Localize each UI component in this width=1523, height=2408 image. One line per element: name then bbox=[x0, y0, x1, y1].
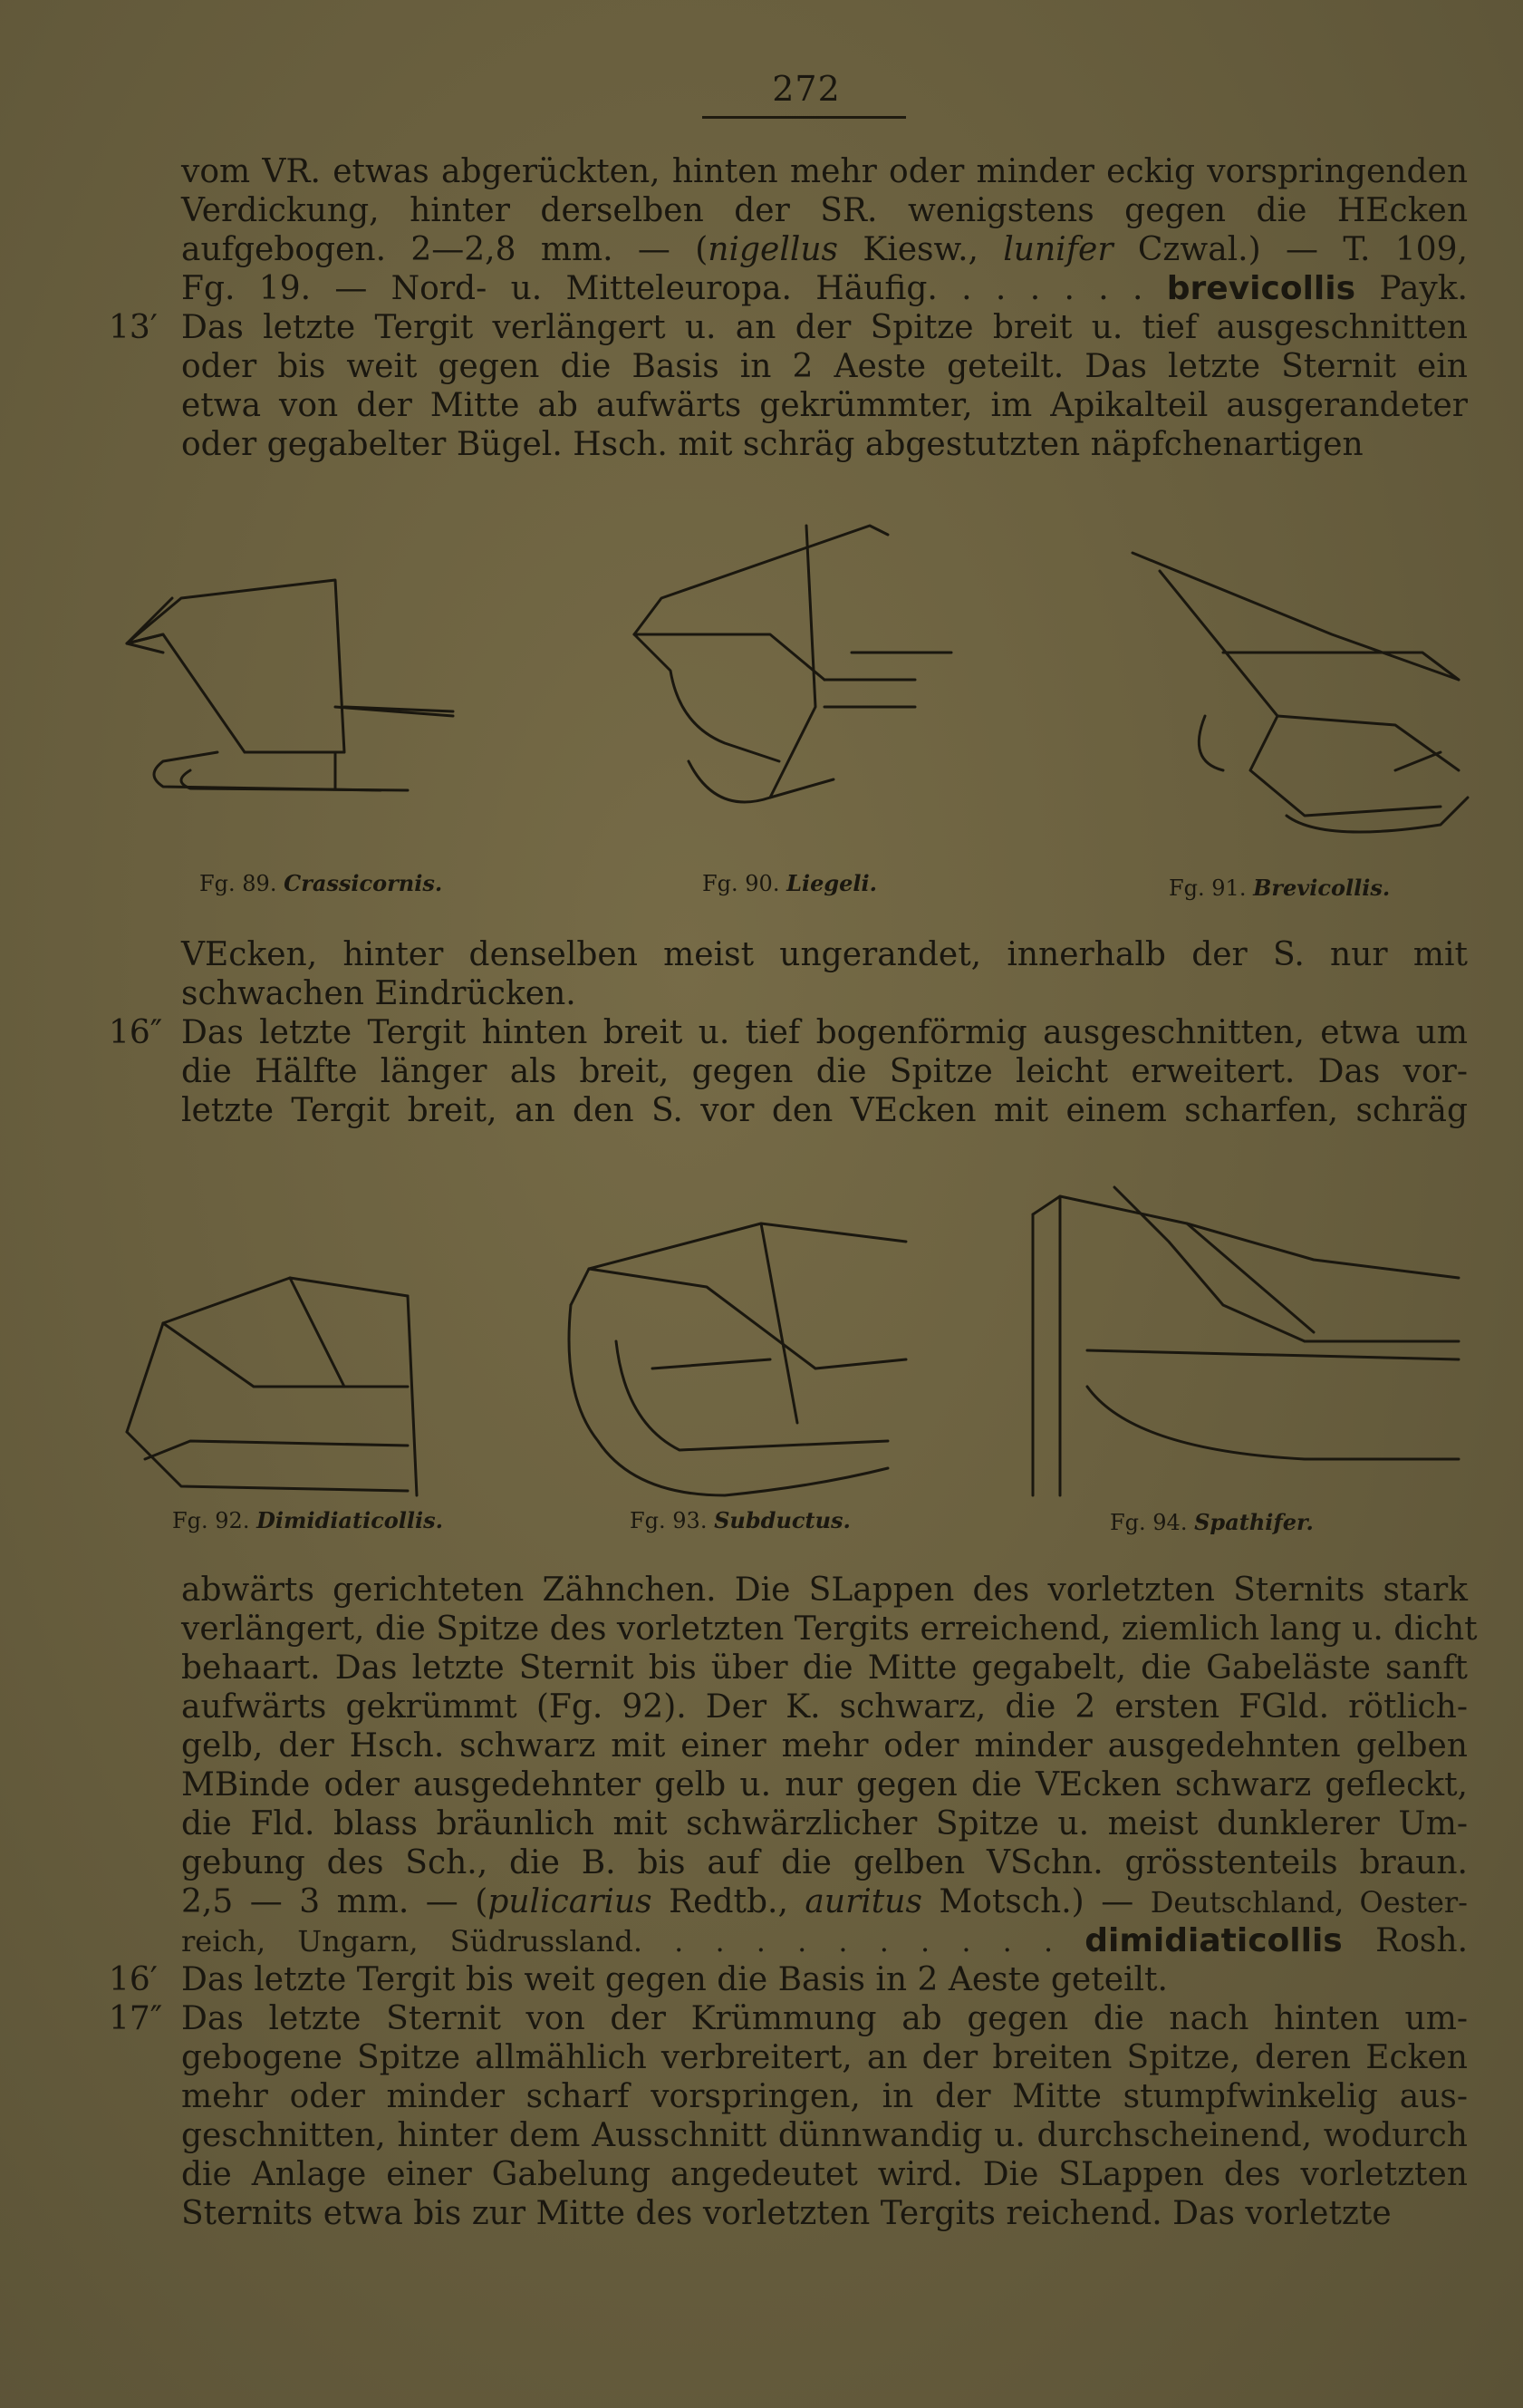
figure-90 bbox=[598, 508, 960, 870]
couplet-number: 16″ bbox=[109, 1014, 163, 1051]
text-line: 16′ Das letzte Tergit bis weit gegen die Basis in 2 Aeste geteilt. bbox=[109, 1961, 1168, 1998]
text-line: die Anlage einer Gabelung angedeutet wird. Die SLappen des vorletzten bbox=[181, 2156, 1468, 2193]
text-line: VEcken, hinter denselben meist ungerandet, innerhalb der S. nur mit bbox=[181, 936, 1468, 973]
text-line: oder bis weit gegen die Basis in 2 Aeste geteilt. Das letzte Sternit ein bbox=[181, 348, 1468, 385]
figure-89-caption: Fg. 89. Crassicornis. bbox=[199, 870, 443, 896]
couplet-number: 16′ bbox=[109, 1961, 158, 1998]
text-block-top bbox=[109, 152, 1468, 464]
figure-93-drawing bbox=[544, 1214, 924, 1513]
figure-92-drawing bbox=[109, 1251, 489, 1513]
figure-91-drawing bbox=[1096, 535, 1477, 870]
page-number: 272 bbox=[772, 69, 841, 109]
text-line: 2,5 — 3 mm. — (pulicarius Redtb., auritus Motsch.) — Deutschland, Oester- bbox=[181, 1883, 1468, 1920]
text-line: die Hälfte länger als breit, gegen die Spitze leicht erweitert. Das vor- bbox=[181, 1053, 1468, 1090]
text-line: Sternits etwa bis zur Mitte des vorletzten Tergits reichend. Das vorletzte bbox=[181, 2195, 1392, 2232]
species-name: dimidiaticollis bbox=[1084, 1922, 1343, 1959]
text-line: abwärts gerichteten Zähnchen. Die SLappen des vorletzten Sternits stark bbox=[181, 1571, 1468, 1609]
text-line: gelb, der Hsch. schwarz mit einer mehr oder minder ausgedehnten gelben bbox=[181, 1727, 1468, 1765]
text-block-bottom bbox=[109, 1571, 1478, 2233]
figure-89-drawing bbox=[109, 544, 471, 870]
text-line: schwachen Eindrücken. bbox=[181, 975, 576, 1012]
text-line: die Fld. blass bräunlich mit schwärzlicher Spitze u. meist dunklerer Um- bbox=[181, 1805, 1468, 1842]
text-line: gebung des Sch., die B. bis auf die gelben VSchn. grösstenteils braun. bbox=[181, 1844, 1468, 1881]
figure-94-caption: Fg. 94. Spathifer. bbox=[1110, 1509, 1314, 1535]
figure-90-caption: Fg. 90. Liegeli. bbox=[702, 870, 877, 896]
figure-92-caption: Fg. 92. Dimidiaticollis. bbox=[172, 1507, 444, 1533]
text-line: oder gegabelter Bügel. Hsch. mit schräg abgestutzten näpfchenartigen bbox=[181, 426, 1364, 463]
text-line: geschnitten, hinter dem Ausschnitt dünnwandig u. durchscheinend, wodurch bbox=[181, 2117, 1468, 2154]
text-line: reich, Ungarn, Südrussland. . . . . . . . . . . dimidiaticollis Rosh. bbox=[181, 1922, 1469, 1959]
page-number-rule bbox=[702, 116, 906, 119]
text-line: mehr oder minder scharf vorspringen, in der Mitte stumpfwinkelig aus- bbox=[181, 2078, 1468, 2115]
figure-94-drawing bbox=[1006, 1160, 1477, 1513]
couplet-number: 17″ bbox=[109, 2000, 163, 2037]
figure-93 bbox=[544, 1214, 924, 1513]
text-line: 13′ Das letzte Tergit verlängert u. an der Spitze breit u. tief ausgeschnitten bbox=[109, 309, 1468, 346]
species-name: brevicollis bbox=[1166, 270, 1356, 307]
text-line: 16″ Das letzte Tergit hinten breit u. tief bogenförmig ausgeschnitten, etwa um bbox=[109, 1014, 1468, 1051]
couplet-number: 13′ bbox=[109, 309, 158, 346]
text-line: aufgebogen. 2—2,8 mm. — (nigellus Kiesw., lunifer Czwal.) — T. 109, bbox=[181, 231, 1468, 268]
figure-89 bbox=[109, 544, 471, 870]
text-line: 17″ Das letzte Sternit von der Krümmung ab gegen die nach hinten um- bbox=[109, 2000, 1468, 2037]
text-line: vom VR. etwas abgerückten, hinten mehr oder minder eckig vorspringenden bbox=[181, 153, 1468, 190]
text-line: gebogene Spitze allmählich verbreitert, an der breiten Spitze, deren Ecken bbox=[181, 2039, 1468, 2076]
figure-93-caption: Fg. 93. Subductus. bbox=[630, 1507, 851, 1533]
text-line: Verdickung, hinter derselben der SR. wenigstens gegen die HEcken bbox=[181, 192, 1468, 229]
figure-94 bbox=[1006, 1160, 1477, 1513]
figure-92 bbox=[109, 1251, 489, 1513]
text-line: behaart. Das letzte Sternit bis über die Mitte gegabelt, die Gabeläste sanft bbox=[181, 1649, 1468, 1687]
figure-90-drawing bbox=[598, 508, 960, 870]
figure-91-caption: Fg. 91. Brevicollis. bbox=[1169, 875, 1391, 901]
text-line: verlängert, die Spitze des vorletzten Tergits erreichend, ziemlich lang u. dicht bbox=[181, 1610, 1478, 1648]
text-block-middle bbox=[109, 935, 1468, 1130]
text-line: letzte Tergit breit, an den S. vor den VEcken mit einem scharfen, schräg bbox=[181, 1092, 1468, 1129]
text-line: aufwärts gekrümmt (Fg. 92). Der K. schwarz, die 2 ersten FGld. rötlich- bbox=[181, 1688, 1468, 1726]
figure-91 bbox=[1096, 535, 1477, 870]
text-line: MBinde oder ausgedehnter gelb u. nur gegen die VEcken schwarz gefleckt, bbox=[181, 1766, 1468, 1804]
text-line: etwa von der Mitte ab aufwärts gekrümmter, im Apikalteil ausgerandeter bbox=[181, 387, 1468, 424]
text-line: Fg. 19. — Nord- u. Mitteleuropa. Häufig. . . . . . . brevicollis Payk. bbox=[181, 270, 1468, 307]
